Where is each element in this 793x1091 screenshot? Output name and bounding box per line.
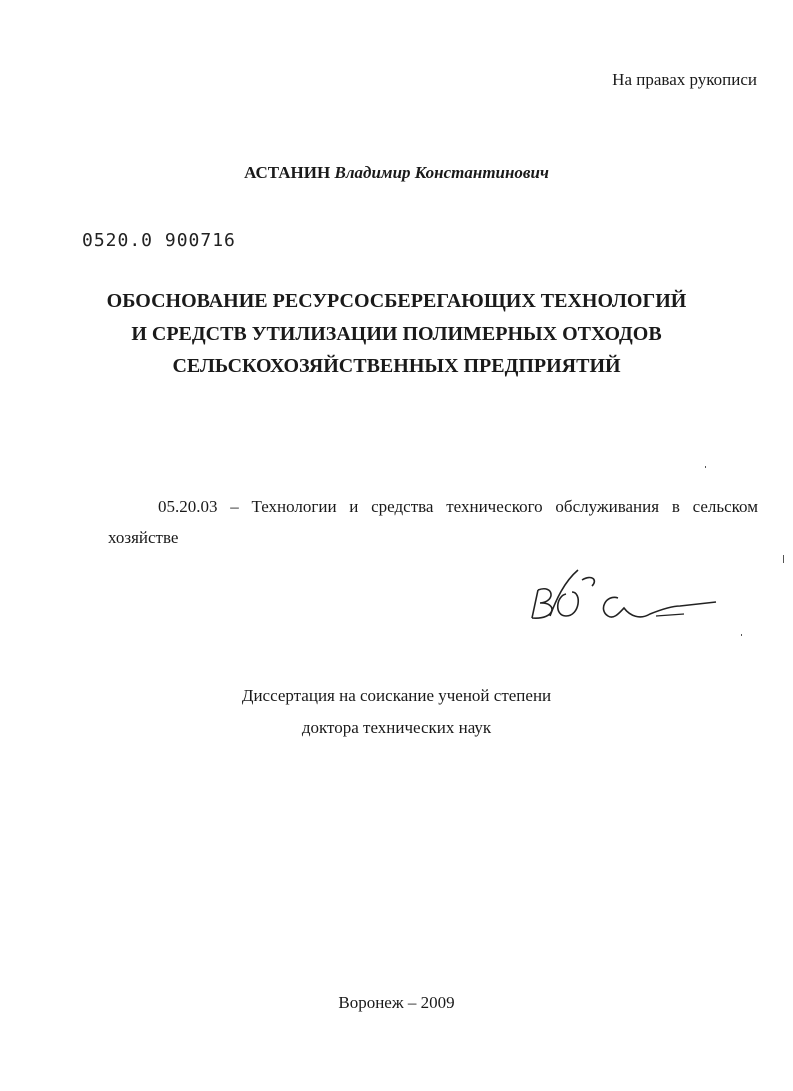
city-year: Воронеж – 2009: [338, 993, 455, 1012]
signature-image: [520, 550, 720, 640]
title-line-1: ОБОСНОВАНИЕ РЕСУРСОСБЕРЕГАЮЩИХ ТЕХНОЛОГИЙ: [106, 290, 687, 312]
specialty-line-1: 05.20.03 – Технологии и средства технического обслуживания в сельском: [158, 497, 758, 516]
title-line-3: СЕЛЬСКОХОЗЯЙСТВЕННЫХ ПРЕДПРИЯТИЙ: [172, 355, 621, 377]
author-given-names: Владимир Константинович: [334, 163, 549, 182]
degree-line-2: доктора технических наук: [301, 718, 492, 737]
dissertation-title: [0, 285, 793, 383]
rights-note: На правах рукописи: [612, 70, 757, 89]
author-surname: АСТАНИН: [244, 163, 331, 182]
degree-line-1: Диссертация на соискание ученой степени: [241, 686, 552, 705]
catalog-code: 0520.0 900716: [82, 230, 236, 251]
title-line-2: И СРЕДСТВ УТИЛИЗАЦИИ ПОЛИМЕРНЫХ ОТХОДОВ: [131, 322, 662, 345]
specialty-block: [108, 491, 758, 553]
degree-block: [0, 680, 793, 744]
author-name: [0, 163, 793, 183]
scan-speck: [705, 466, 706, 468]
specialty-line-2: хозяйстве: [108, 528, 179, 547]
scan-speck: [741, 634, 742, 636]
scan-speck: [783, 555, 784, 563]
